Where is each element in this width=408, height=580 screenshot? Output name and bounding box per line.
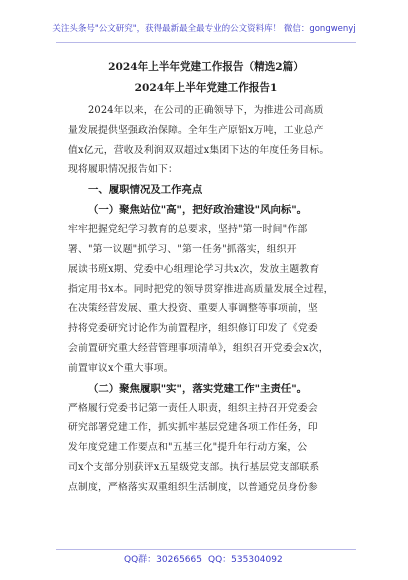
paragraph-line: 量发展提供坚强政治保障。全年生产原铝x万吨，工业总产 [68, 124, 324, 136]
paragraph-line: 研究部署党建工作，抓实抓牢基层党建各项工作任务，印 [68, 422, 318, 434]
paragraph-line: 持将党委研究讨论作为前置程序，组织修订印发了《党委 [68, 323, 318, 335]
paragraph-line: 会前置研究重大经营管理事项清单》，组织召开党委会x次， [68, 342, 329, 354]
header-banner [0, 0, 408, 58]
document-title: 2024年上半年党建工作报告（精选2篇） [108, 61, 304, 73]
section-heading: 一、履职情况及工作亮点 [88, 184, 203, 197]
qq-group-text: QQ群：30265665 [124, 555, 202, 565]
banner-text: 关注头条号"公文研究"，获得最新最全最专业的公文资料库！ 微信：gongwenyj [52, 24, 356, 34]
paragraph-line: 牢牢把握党纪学习教育的总要求，坚持"第一时间"作部 [68, 224, 308, 236]
paragraph-line: 严格履行党委书记第一责任人职责，组织主持召开党委会 [68, 402, 318, 414]
paragraph-line: 展读书班x期、党委中心组理论学习共x次，发放主题教育 [68, 263, 320, 275]
subsection-heading: （二）聚焦履职"实"，落实党建工作"主责任"。 [88, 382, 308, 395]
paragraph-line: 发年度党建工作要点和"五基三化"提升年行动方案，公 [68, 442, 308, 454]
paragraph-line: 现将履职情况报告如下： [68, 164, 178, 176]
paragraph-line: 指定用书x本。同时把党的领导贯穿推进高质量发展全过程， [68, 283, 334, 295]
document-body [68, 58, 344, 498]
paragraph-line: 署、"第一议题"抓学习、"第一任务"抓落实，组织开 [68, 243, 297, 255]
paragraph-line: 2024年以来，在公司的正确领导下，为推进公司高质 [88, 105, 324, 116]
paragraph-line: 点制度，严格落实双重组织生活制度，以普通党员身份参 [68, 481, 318, 493]
footer-divider [56, 549, 356, 550]
subsection-paragraph [68, 399, 344, 498]
paragraph-line: 前置审议x个重大事项。 [68, 362, 174, 374]
paragraph-line: 司x个支部分别获评x五星级党支部。执行基层党支部联系 [68, 461, 320, 473]
paragraph-line: 值x亿元，营收及利润双双超过x集团下达的年度任务目标。 [68, 144, 330, 156]
footer [0, 552, 408, 570]
intro-paragraph [68, 101, 344, 180]
banner-divider [56, 42, 356, 43]
paragraph-line: 在决策经营发展、重大投资、重要人事调整等事项前，坚 [68, 303, 318, 315]
subsection-paragraph [68, 220, 344, 378]
document-subtitle: 2024年上半年党建工作报告1 [134, 82, 278, 94]
subsection-heading: （一）聚焦站位"高"，把好政治建设"风向标"。 [88, 204, 308, 217]
qq-contact-text: QQ：535304092 [208, 555, 283, 565]
